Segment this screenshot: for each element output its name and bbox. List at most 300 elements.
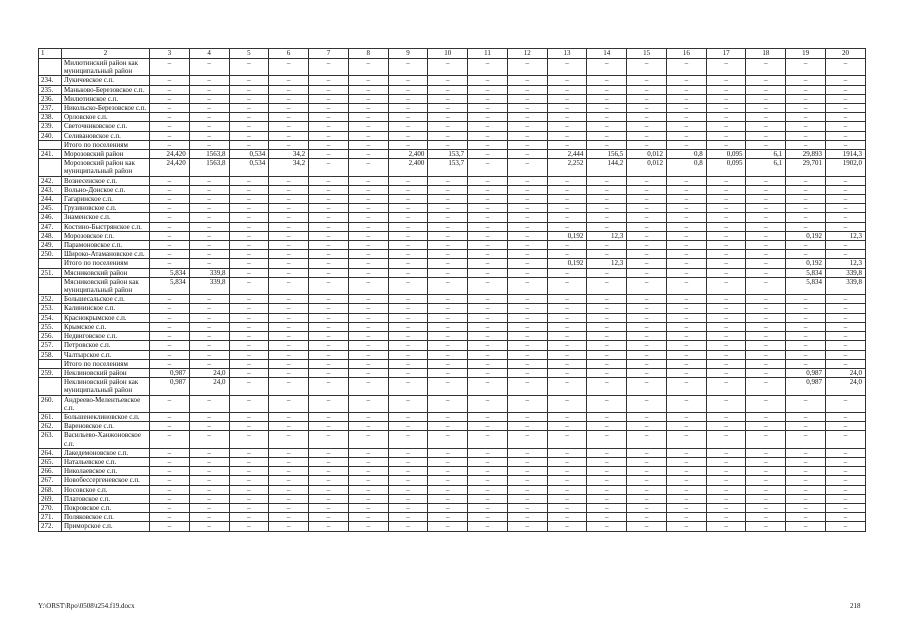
value-cell: – [388, 378, 428, 395]
value-cell: – [746, 76, 786, 85]
value-cell: – [348, 268, 388, 277]
value-cell: – [189, 176, 229, 185]
value-cell: – [547, 176, 587, 185]
value-cell: – [189, 412, 229, 421]
row-name: Приморское с.п. [62, 522, 150, 531]
value-cell: – [587, 457, 627, 466]
value-cell: – [428, 322, 468, 331]
value-cell: – [150, 295, 190, 304]
row-number: 249. [39, 241, 62, 250]
value-cell: – [468, 231, 508, 240]
value-cell: – [189, 213, 229, 222]
value-cell: – [189, 395, 229, 412]
value-cell: – [269, 513, 309, 522]
value-cell: – [388, 395, 428, 412]
row-name: Мясниковский район [62, 268, 150, 277]
value-cell: – [627, 250, 667, 259]
value-cell: – [826, 341, 866, 350]
value-cell: – [309, 94, 349, 103]
value-cell: – [587, 85, 627, 94]
header-cell: 16 [666, 49, 706, 59]
header-cell: 9 [388, 49, 428, 59]
value-cell: – [547, 268, 587, 277]
value-cell: – [309, 241, 349, 250]
value-cell: – [428, 395, 468, 412]
value-cell: – [826, 359, 866, 368]
value-cell: – [269, 467, 309, 476]
value-cell: – [388, 113, 428, 122]
value-cell: – [428, 304, 468, 313]
value-cell: – [666, 277, 706, 294]
value-cell: – [348, 176, 388, 185]
value-cell: – [348, 277, 388, 294]
value-cell: 339,8 [189, 277, 229, 294]
row-number: 252. [39, 295, 62, 304]
value-cell: – [666, 195, 706, 204]
row-name: Крымское с.п. [62, 322, 150, 331]
value-cell: – [388, 104, 428, 113]
value-cell: – [468, 159, 508, 176]
row-name: Платовское с.п. [62, 494, 150, 503]
value-cell: – [706, 231, 746, 240]
value-cell: – [229, 204, 269, 213]
value-cell: – [587, 140, 627, 149]
value-cell: – [388, 503, 428, 512]
value-cell: – [309, 159, 349, 176]
value-cell: – [547, 378, 587, 395]
value-cell: – [547, 467, 587, 476]
table-row [39, 195, 866, 204]
row-name: Итого по поселениям [62, 259, 150, 268]
value-cell: – [587, 222, 627, 231]
value-cell: – [826, 295, 866, 304]
value-cell: – [746, 448, 786, 457]
value-cell: – [348, 185, 388, 194]
value-cell: – [786, 448, 826, 457]
value-cell: – [746, 113, 786, 122]
value-cell: – [468, 422, 508, 431]
value-cell: – [786, 59, 826, 76]
value-cell: – [309, 503, 349, 512]
value-cell: – [666, 131, 706, 140]
value-cell: – [507, 222, 547, 231]
value-cell: – [388, 304, 428, 313]
table-row [39, 277, 866, 294]
value-cell: – [229, 94, 269, 103]
value-cell: – [587, 448, 627, 457]
value-cell: – [309, 250, 349, 259]
value-cell: – [587, 277, 627, 294]
value-cell: – [826, 104, 866, 113]
value-cell: – [706, 213, 746, 222]
value-cell: – [388, 341, 428, 350]
table-row [39, 185, 866, 194]
value-cell: – [150, 241, 190, 250]
value-cell: – [348, 231, 388, 240]
value-cell: – [627, 113, 667, 122]
table-row [39, 94, 866, 103]
value-cell: – [706, 322, 746, 331]
value-cell: – [388, 250, 428, 259]
value-cell: – [428, 176, 468, 185]
row-number: 246. [39, 213, 62, 222]
value-cell: – [587, 395, 627, 412]
value-cell: – [786, 195, 826, 204]
value-cell: – [507, 150, 547, 159]
table-row [39, 359, 866, 368]
value-cell: – [507, 304, 547, 313]
value-cell: – [826, 250, 866, 259]
value-cell: – [746, 513, 786, 522]
header-cell: 20 [826, 49, 866, 59]
value-cell: – [706, 431, 746, 448]
value-cell: – [627, 231, 667, 240]
value-cell: 0,192 [547, 259, 587, 268]
value-cell: – [507, 313, 547, 322]
value-cell: 0,012 [627, 159, 667, 176]
value-cell: – [150, 513, 190, 522]
value-cell: – [746, 231, 786, 240]
value-cell: – [468, 350, 508, 359]
value-cell: – [587, 213, 627, 222]
value-cell: – [189, 467, 229, 476]
value-cell: – [189, 359, 229, 368]
row-name: Никольско-Березовское с.п. [62, 104, 150, 113]
value-cell: 0,8 [666, 159, 706, 176]
row-number: 269. [39, 494, 62, 503]
value-cell: – [547, 195, 587, 204]
value-cell: – [388, 231, 428, 240]
value-cell: – [587, 113, 627, 122]
value-cell: – [388, 431, 428, 448]
value-cell: – [468, 513, 508, 522]
value-cell: – [507, 59, 547, 76]
value-cell: – [150, 140, 190, 149]
value-cell: – [587, 350, 627, 359]
value-cell: – [468, 359, 508, 368]
value-cell: – [507, 140, 547, 149]
value-cell: – [269, 176, 309, 185]
value-cell: – [507, 159, 547, 176]
value-cell: – [468, 140, 508, 149]
value-cell: – [507, 176, 547, 185]
value-cell: – [706, 295, 746, 304]
value-cell: – [309, 522, 349, 531]
value-cell: – [468, 412, 508, 421]
value-cell: – [189, 448, 229, 457]
value-cell: – [189, 131, 229, 140]
value-cell: – [666, 268, 706, 277]
value-cell: – [587, 422, 627, 431]
value-cell: – [746, 277, 786, 294]
value-cell: – [428, 250, 468, 259]
value-cell: 0,8 [666, 150, 706, 159]
row-number: 257. [39, 341, 62, 350]
row-name: Маньково-Березовское с.п. [62, 85, 150, 94]
value-cell: – [547, 85, 587, 94]
value-cell: – [468, 368, 508, 377]
value-cell: – [150, 485, 190, 494]
table-row [39, 431, 866, 448]
value-cell: – [189, 313, 229, 322]
value-cell: – [150, 457, 190, 466]
value-cell: – [269, 213, 309, 222]
value-cell: – [746, 241, 786, 250]
value-cell: – [309, 185, 349, 194]
value-cell: – [547, 104, 587, 113]
table-row [39, 448, 866, 457]
value-cell: – [309, 350, 349, 359]
row-number: 267. [39, 476, 62, 485]
value-cell: 153,7 [428, 159, 468, 176]
value-cell: – [826, 476, 866, 485]
value-cell: – [150, 431, 190, 448]
value-cell: – [428, 104, 468, 113]
row-number: 271. [39, 513, 62, 522]
value-cell: – [309, 76, 349, 85]
value-cell: – [150, 231, 190, 240]
value-cell: – [746, 176, 786, 185]
value-cell: – [468, 485, 508, 494]
value-cell: – [507, 494, 547, 503]
value-cell: – [826, 85, 866, 94]
value-cell: – [388, 412, 428, 421]
value-cell: – [428, 467, 468, 476]
value-cell: – [348, 250, 388, 259]
value-cell: – [468, 395, 508, 412]
value-cell: – [150, 304, 190, 313]
value-cell: – [229, 431, 269, 448]
value-cell: – [746, 204, 786, 213]
footer-page-number: 218 [850, 602, 861, 610]
value-cell: – [269, 448, 309, 457]
header-cell: 3 [150, 49, 190, 59]
value-cell: – [150, 131, 190, 140]
value-cell: – [706, 350, 746, 359]
value-cell: – [468, 259, 508, 268]
value-cell: – [786, 204, 826, 213]
value-cell: – [746, 412, 786, 421]
row-name: Покровское с.п. [62, 503, 150, 512]
value-cell: – [348, 159, 388, 176]
value-cell: – [309, 104, 349, 113]
value-cell: – [348, 457, 388, 466]
value-cell: 339,8 [826, 268, 866, 277]
value-cell: – [706, 494, 746, 503]
value-cell: – [706, 368, 746, 377]
value-cell: – [150, 395, 190, 412]
value-cell: – [468, 457, 508, 466]
value-cell: – [428, 448, 468, 457]
value-cell: – [229, 259, 269, 268]
value-cell: – [666, 359, 706, 368]
value-cell: – [507, 485, 547, 494]
value-cell: – [269, 113, 309, 122]
value-cell: – [547, 368, 587, 377]
header-cell: 4 [189, 49, 229, 59]
value-cell: – [587, 322, 627, 331]
value-cell: – [666, 485, 706, 494]
value-cell: – [388, 259, 428, 268]
value-cell: – [666, 304, 706, 313]
value-cell: – [309, 113, 349, 122]
value-cell: – [746, 431, 786, 448]
value-cell: – [150, 422, 190, 431]
row-number: 251. [39, 268, 62, 277]
value-cell: – [269, 231, 309, 240]
value-cell: – [150, 313, 190, 322]
value-cell: – [786, 332, 826, 341]
value-cell: – [189, 259, 229, 268]
value-cell: – [428, 522, 468, 531]
value-cell: – [309, 368, 349, 377]
value-cell: – [706, 259, 746, 268]
value-cell: – [547, 204, 587, 213]
value-cell: – [786, 131, 826, 140]
value-cell: – [547, 395, 587, 412]
value-cell: – [706, 304, 746, 313]
value-cell: – [666, 185, 706, 194]
value-cell: – [666, 176, 706, 185]
value-cell: – [627, 503, 667, 512]
value-cell: – [348, 259, 388, 268]
value-cell: – [229, 494, 269, 503]
value-cell: – [786, 422, 826, 431]
value-cell: – [706, 104, 746, 113]
value-cell: – [348, 322, 388, 331]
value-cell: – [309, 204, 349, 213]
value-cell: – [587, 268, 627, 277]
value-cell: – [547, 422, 587, 431]
value-cell: – [587, 341, 627, 350]
value-cell: – [348, 467, 388, 476]
value-cell: – [706, 448, 746, 457]
row-name: Лукичевское с.п. [62, 76, 150, 85]
table-row [39, 350, 866, 359]
value-cell: – [428, 94, 468, 103]
row-name: Большенеклиновское с.п. [62, 412, 150, 421]
value-cell: – [309, 213, 349, 222]
value-cell: 24,0 [826, 378, 866, 395]
row-name: Селивановское с.п. [62, 131, 150, 140]
value-cell: – [428, 476, 468, 485]
value-cell: – [666, 85, 706, 94]
value-cell: – [388, 494, 428, 503]
value-cell: – [189, 332, 229, 341]
value-cell: 12,3 [587, 259, 627, 268]
value-cell: – [229, 322, 269, 331]
value-cell: – [547, 59, 587, 76]
value-cell: – [547, 213, 587, 222]
value-cell: – [428, 185, 468, 194]
value-cell: – [547, 359, 587, 368]
row-number: 235. [39, 85, 62, 94]
value-cell: – [786, 213, 826, 222]
row-name: Знаменское с.п. [62, 213, 150, 222]
value-cell: – [229, 231, 269, 240]
value-cell: – [507, 268, 547, 277]
value-cell: – [309, 122, 349, 131]
value-cell: – [428, 341, 468, 350]
value-cell: – [547, 503, 587, 512]
value-cell: – [547, 457, 587, 466]
value-cell: – [786, 322, 826, 331]
row-number: 243. [39, 185, 62, 194]
table-row [39, 322, 866, 331]
value-cell: – [507, 322, 547, 331]
value-cell: – [826, 213, 866, 222]
value-cell: – [189, 204, 229, 213]
value-cell: – [189, 122, 229, 131]
value-cell: – [309, 467, 349, 476]
value-cell: – [746, 213, 786, 222]
value-cell: – [706, 113, 746, 122]
value-cell: – [388, 332, 428, 341]
value-cell: – [189, 59, 229, 76]
value-cell: – [666, 494, 706, 503]
row-number: 247. [39, 222, 62, 231]
value-cell: – [150, 250, 190, 259]
value-cell: – [348, 295, 388, 304]
value-cell: – [507, 368, 547, 377]
value-cell: – [269, 131, 309, 140]
row-number: 256. [39, 332, 62, 341]
value-cell: 6,1 [746, 150, 786, 159]
value-cell: – [468, 59, 508, 76]
value-cell: – [507, 241, 547, 250]
value-cell: – [229, 250, 269, 259]
value-cell: – [627, 268, 667, 277]
value-cell: – [229, 503, 269, 512]
value-cell: – [348, 131, 388, 140]
value-cell: – [826, 431, 866, 448]
value-cell: – [348, 59, 388, 76]
value-cell: – [229, 195, 269, 204]
value-cell: – [627, 494, 667, 503]
value-cell: – [666, 412, 706, 421]
value-cell: – [627, 104, 667, 113]
row-number: 260. [39, 395, 62, 412]
value-cell: – [189, 76, 229, 85]
value-cell: – [746, 322, 786, 331]
value-cell: – [547, 185, 587, 194]
value-cell: – [507, 378, 547, 395]
value-cell: – [706, 250, 746, 259]
value-cell: – [706, 241, 746, 250]
value-cell: – [388, 359, 428, 368]
value-cell: – [348, 350, 388, 359]
value-cell: 0,095 [706, 150, 746, 159]
value-cell: – [786, 494, 826, 503]
value-cell: – [269, 503, 309, 512]
value-cell: – [706, 85, 746, 94]
value-cell: – [468, 332, 508, 341]
value-cell: – [826, 422, 866, 431]
header-cell: 18 [746, 49, 786, 59]
value-cell: – [468, 431, 508, 448]
value-cell: – [627, 422, 667, 431]
value-cell: – [666, 431, 706, 448]
value-cell: – [269, 140, 309, 149]
value-cell: – [229, 412, 269, 421]
value-cell: – [269, 359, 309, 368]
value-cell: – [309, 176, 349, 185]
value-cell: – [627, 395, 667, 412]
value-cell: – [587, 485, 627, 494]
value-cell: – [269, 268, 309, 277]
row-name: Поляковское с.п. [62, 513, 150, 522]
value-cell: – [269, 412, 309, 421]
